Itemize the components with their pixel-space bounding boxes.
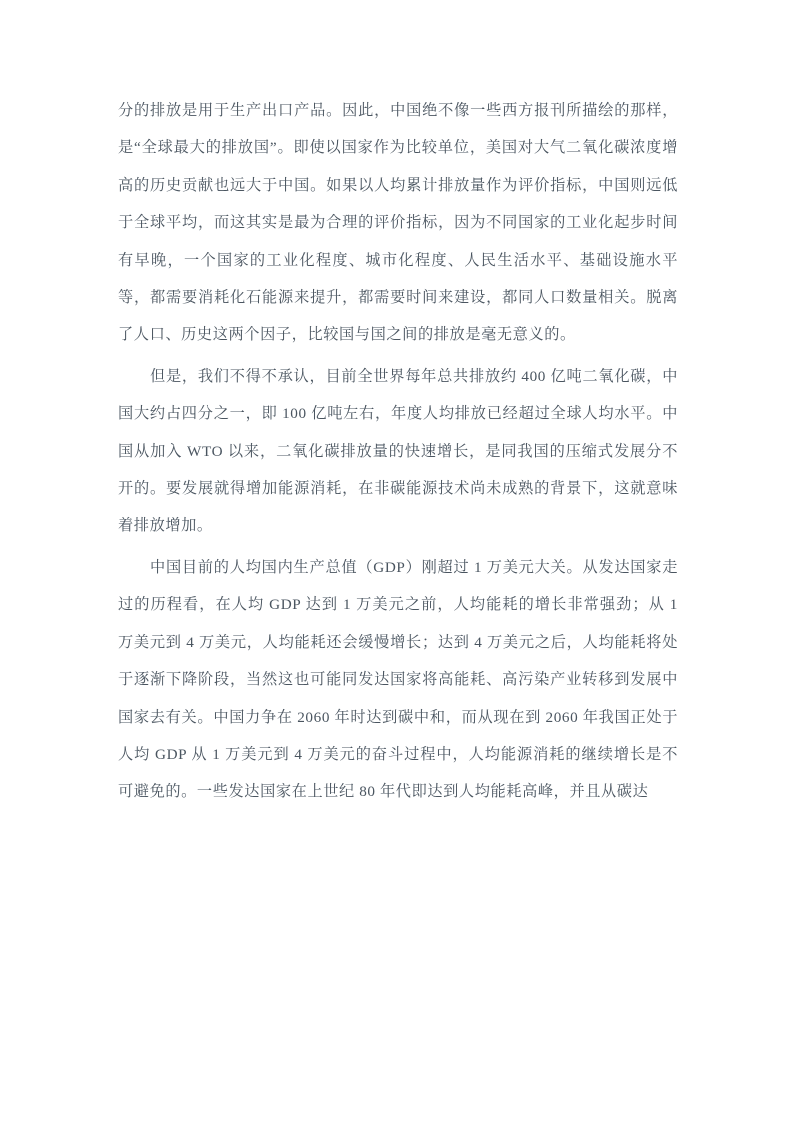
page-text-body [118, 92, 683, 815]
paragraph-2: 但是，我们不得不承认，目前全世界每年总共排放约 400 亿吨二氧化碳，中国大约占四分之一，即 100 亿吨左右，年度人均排放已经超过全球人均水平。中国从加入 WTO 以来，二氧化碳排放量的快速增长，是同我国的压缩式发展分不开的。要发展就得增加能源消耗，在非碳能源技术尚未成熟的背景下，这就意味着排放增加。 [118, 367, 678, 535]
paragraph-3: 中国目前的人均国内生产总值（GDP）刚超过 1 万美元大关。从发达国家走过的历程看，在人均 GDP 达到 1 万美元之前，人均能耗的增长非常强劲；从 1 万美元到 4 万美元，人均能耗还会缓慢增长；达到 4 万美元之后，人均能耗将处于逐渐下降阶段，当然这也可能同发达国家将高能耗、高污染产业转移到发展中国家去有关。中国力争在 2060 年时达到碳中和，而从现在到 2060 年我国正处于人均 GDP 从 1 万美元到 4 万美元的奋斗过程中，人均能源消耗的继续增长是不可避免的。一些发达国家在上世纪 80 年代即达到人均能耗高峰，并且从碳达 [118, 558, 683, 801]
paragraph-1: 分的排放是用于生产出口产品。因此，中国绝不像一些西方报刊所描绘的那样，是“全球最大的排放国”。即使以国家作为比较单位，美国对大气二氧化碳浓度增高的历史贡献也远大于中国。如果以人均累计排放量作为评价指标，中国则远低于全球平均，而这其实是最为合理的评价指标，因为不同国家的工业化起步时间有早晚，一个国家的工业化程度、城市化程度、人民生活水平、基础设施水平等，都需要消耗化石能源来提升，都需要时间来建设，都同人口数量相关。脱离了人口、历史这两个因子，比较国与国之间的排放是毫无意义的。 [118, 102, 678, 344]
